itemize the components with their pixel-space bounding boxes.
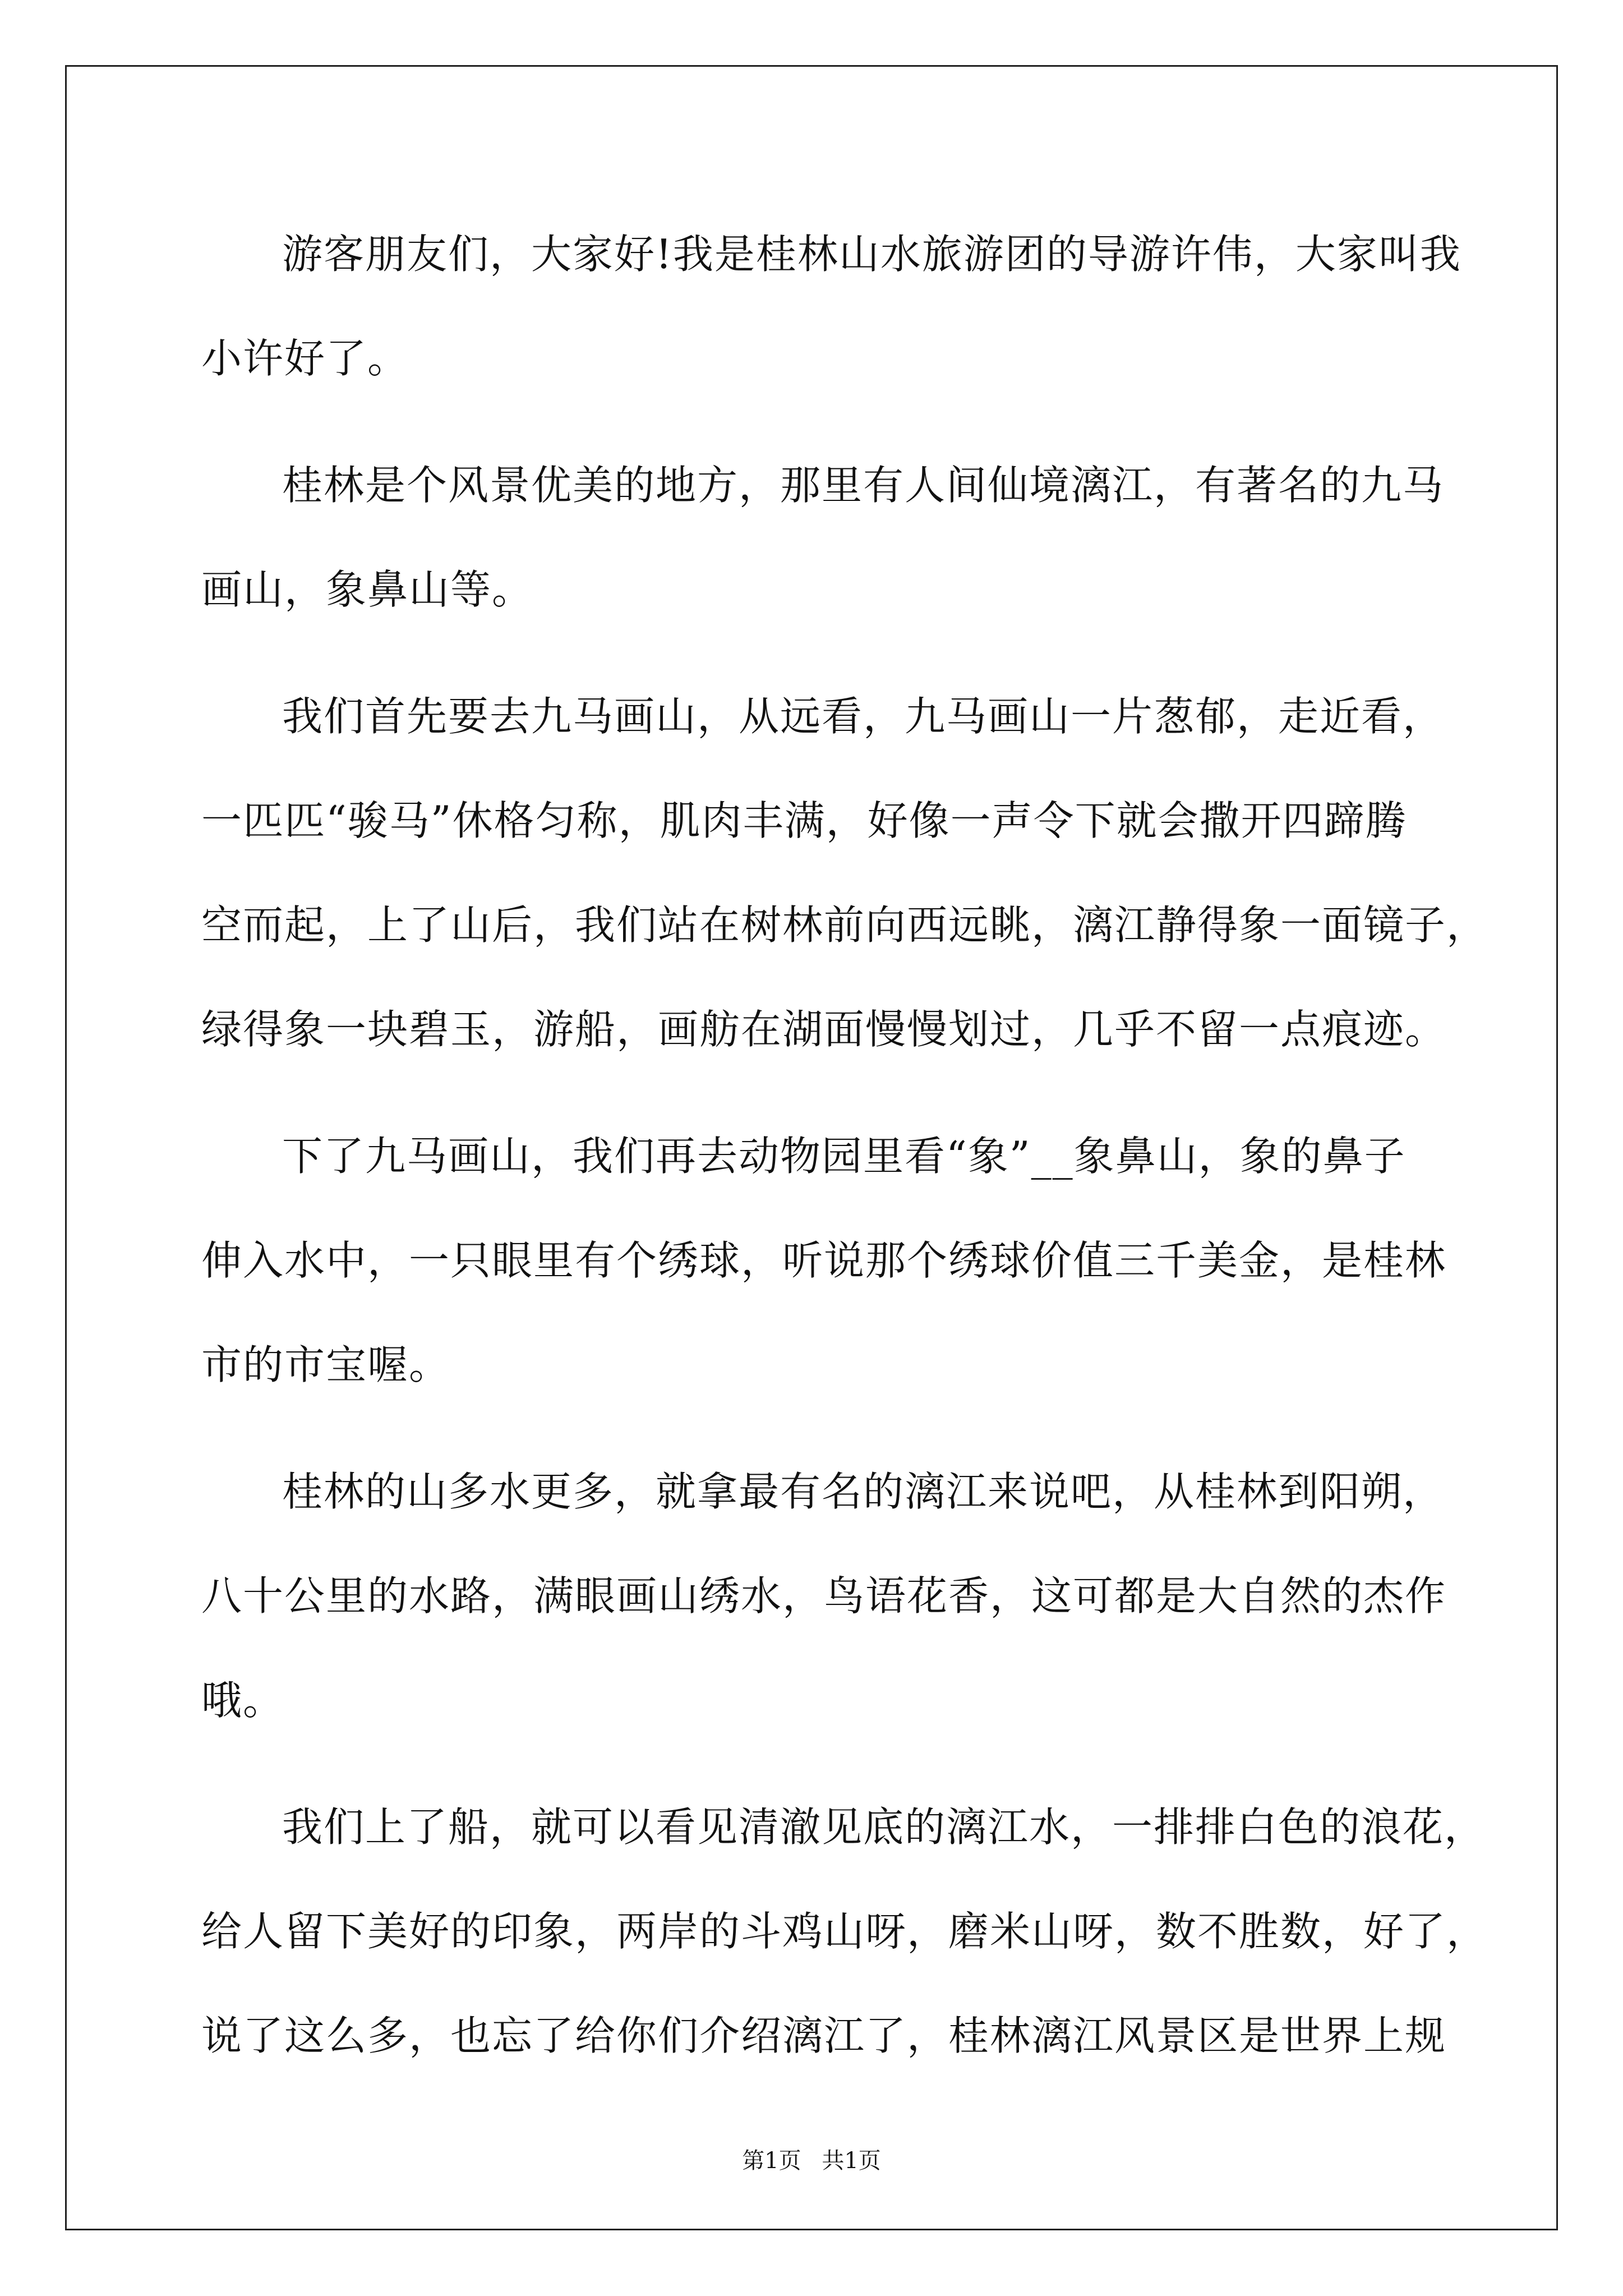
paragraph — [201, 1775, 1488, 2088]
paragraph-line: 游客朋友们，大家好!我是桂林山水旅游团的导游许伟，大家叫我 — [282, 231, 1461, 278]
paragraph — [201, 433, 1458, 642]
paragraph — [201, 1104, 1458, 1417]
paragraph-line: 一匹匹“骏马”休格匀称，肌肉丰满，好像一声令下就会撒开四蹄腾 — [201, 797, 1407, 844]
paragraph-line: 我们首先要去九马画山，从远看，九马画山一片葱郁，走近看， — [282, 693, 1445, 740]
paragraph-line: 说了这么多，也忘了给你们介绍漓江了，桂林漓江风景区是世界上规 — [201, 2012, 1447, 2059]
paragraph-line: 空而起，上了山后，我们站在树林前向西远眺，漓江静得象一面镜子， — [201, 901, 1488, 949]
paragraph-line: 我们上了船，就可以看见清澈见底的漓江水，一排排白色的浪花， — [282, 1803, 1486, 1851]
paragraph-line: 绿得象一块碧玉，游船，画舫在湖面慢慢划过，几乎不留一点痕迹。 — [201, 1006, 1447, 1053]
paragraph — [201, 1439, 1458, 1752]
paragraph — [201, 202, 1461, 411]
paragraph-line: 下了九马画山，我们再去动物园里看“象”__象鼻山，象的鼻子 — [282, 1133, 1406, 1180]
paragraph-line: 桂林的山多水更多，就拿最有名的漓江来说吧，从桂林到阳朔， — [282, 1468, 1445, 1515]
paragraph-line: 小许好了。 — [201, 335, 409, 382]
document-body — [201, 202, 1488, 2088]
page-number-total: 共1页 — [822, 2148, 881, 2174]
paragraph-line: 画山，象鼻山等。 — [201, 566, 534, 613]
paragraph-line: 伸入水中，一只眼里有个绣球，听说那个绣球价值三千美金，是桂林 — [201, 1237, 1447, 1284]
paragraph-line: 桂林是个风景优美的地方，那里有人间仙境漓江，有著名的九马 — [282, 462, 1445, 509]
paragraph-line: 哦。 — [201, 1677, 285, 1724]
paragraph-line: 给人留下美好的印象，两岸的斗鸡山呀，磨米山呀，数不胜数，好了， — [201, 1908, 1488, 1955]
paragraph-line: 市的市宝喔。 — [201, 1341, 451, 1388]
paragraph-line: 八十公里的水路，满眼画山绣水，鸟语花香，这可都是大自然的杰作 — [201, 1572, 1447, 1619]
paragraph — [201, 664, 1488, 1082]
page-footer — [0, 2144, 1623, 2178]
page-number-current: 第1页 — [742, 2148, 801, 2174]
